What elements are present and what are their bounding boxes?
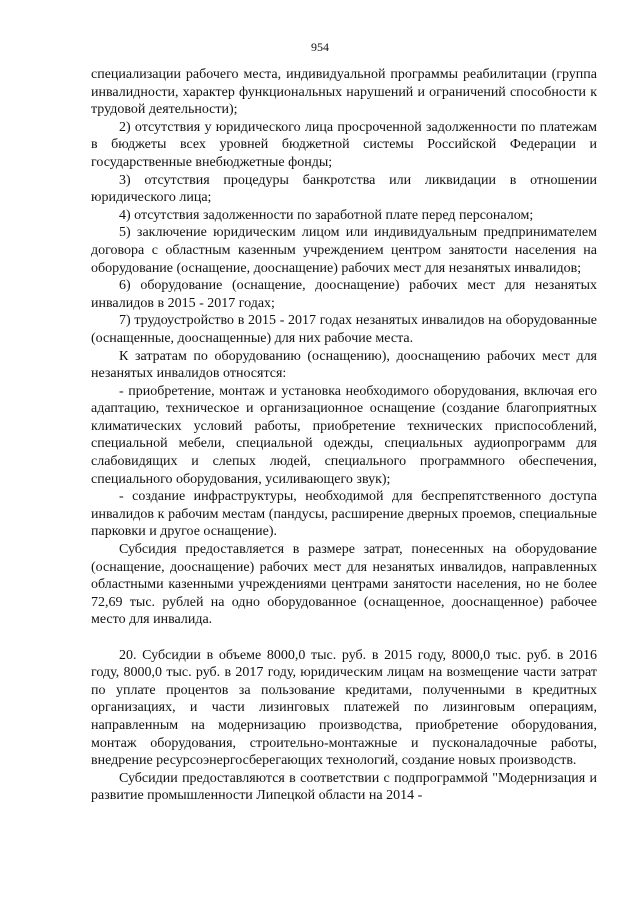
paragraph-6: 6) оборудование (оснащение, дооснащение) рабочих мест для незанятых инвалидов в 2015 - 2017 годах;: [91, 278, 597, 311]
paragraph-3: 3) отсутствия процедуры банкротства или ликвидации в отношении юридического лица;: [91, 172, 597, 206]
paragraph-5: 5) заключение юридическим лицом или индивидуальным предпринимателем договора с областным казенным учреждением центром занятости населения на оборудование (оснащение, дооснащение) рабочих мест для незанятых инвалидов;: [91, 225, 597, 276]
paragraph-7: 7) трудоустройство в 2015 - 2017 годах незанятых инвалидов на оборудованные (оснащенные, дооснащенные) для них рабочие места.: [91, 313, 597, 346]
paragraph-4: 4) отсутствия задолженности по заработной плате перед персоналом;: [119, 207, 534, 223]
document-body: [91, 66, 597, 805]
paragraph-10: - создание инфраструктуры, необходимой для беспрепятственного доступа инвалидов к рабочим местам (пандусы, расширение дверных проемов, специальные парковки и другое оснащение).: [91, 489, 597, 540]
page-number: 954: [311, 40, 329, 54]
paragraph-13: Субсидии предоставляются в соответствии с подпрограммой "Модернизация и развитие промышленности Липецкой области на 2014 -: [91, 770, 597, 804]
paragraph-9: - приобретение, монтаж и установка необходимого оборудования, включая его адаптацию, техническое и организационное оснащение (создание благоприятных климатических условий работы, приобретение технических приспособлений, специальной мебели, специальной одежды, специальных аудиопрограмм для слабовидящих и слепых людей, специального программного обеспечения, специального оборудования, усиливающего звук);: [91, 383, 597, 487]
paragraph-8: К затратам по оборудованию (оснащению), дооснащению рабочих мест для незанятых инвалидов относятся:: [91, 348, 597, 382]
paragraph-2: 2) отсутствия у юридического лица просроченной задолженности по платежам в бюджеты всех уровней бюджетной системы Российской Федерации и государственные внебюджетные фонды;: [91, 119, 597, 170]
paragraph-12: 20. Субсидии в объеме 8000,0 тыс. руб. в 2015 году, 8000,0 тыс. руб. в 2016 году, 8000,0 тыс. руб. в 2017 году, юридическим лицам на возмещение части затрат по уплате процентов за пользование кредитами, полученными в кредитных организациях, и части лизинговых платежей по лизинговым операциям, направленным на модернизацию производства, приобретение оборудования, монтаж оборудования, строительно-монтажные и пусконаладочные работы, внедрение ресурсоэнергосберегающих технологий, создание новых производств.: [91, 647, 597, 769]
paragraph-11: Субсидия предоставляется в размере затрат, понесенных на оборудование (оснащение, дооснащение) рабочих мест для незанятых инвалидов, направленных областными казенными учреждениями центрами занятости населения, но не более 72,69 тыс. рублей на одно оборудованное (оснащенное, дооснащенное) рабочее место для инвалида.: [91, 542, 597, 628]
paragraph-1: специализации рабочего места, индивидуальной программы реабилитации (группа инвалидности, характер функциональных нарушений и ограничений способности к трудовой деятельности);: [91, 67, 597, 118]
